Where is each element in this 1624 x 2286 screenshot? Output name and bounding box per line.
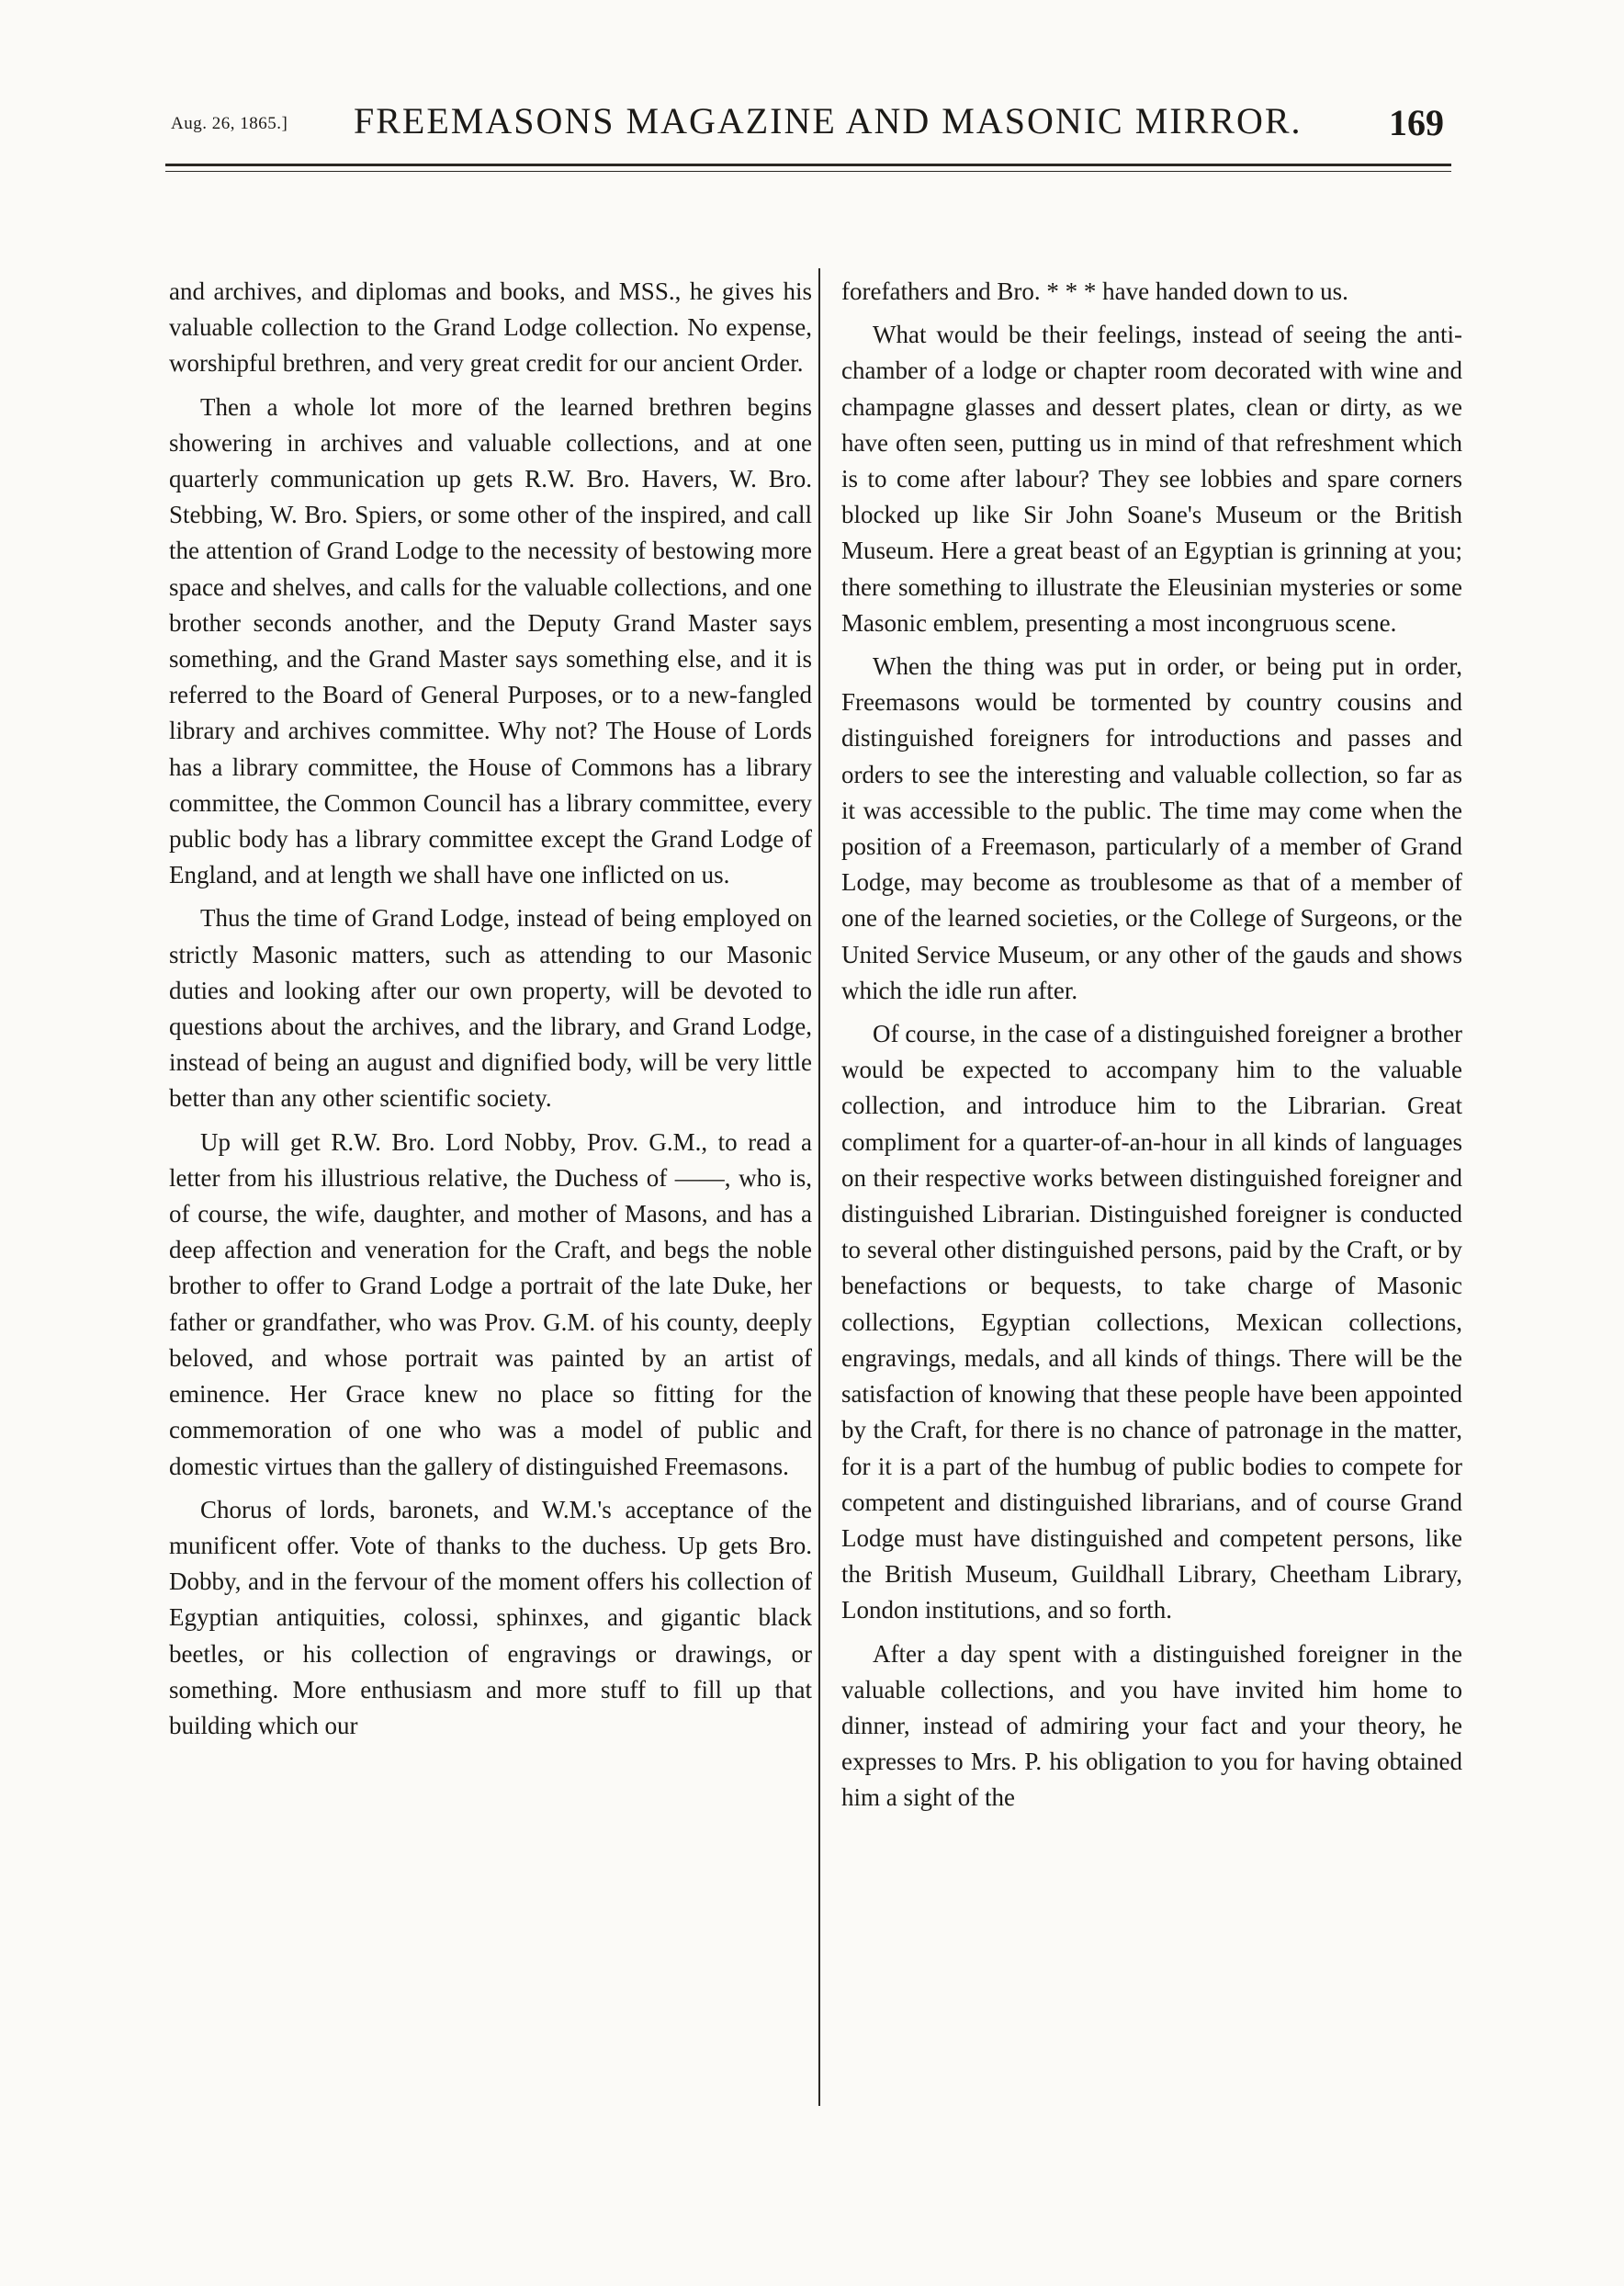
paragraph: Of course, in the case of a distinguished foreigner a brother would be expected to accompany him to the valuable collection, and introduce him to the Librarian. Great compliment for a quarter-of-an-hour in all kinds of languages on their respective works between distinguished foreigner and distinguished Librarian. Distinguished foreigner is conducted to several other distinguished persons, paid by the Craft, or by benefactions or bequests, to take charge of Masonic collections, Egyptian collections, Mexican collections, engravings, medals, and all kinds of things. There will be the satisfaction of knowing that these people have been appointed by the Craft, for there is no chance of patronage in the matter, for it is a part of the humbug of public bodies to compete for competent and distinguished librarians, and of course Grand Lodge must have distinguished and competent persons, like the British Museum, Guildhall Library, Cheetham Library, London institutions, and so forth. [841,1020,1462,1624]
paragraph: After a day spent with a distinguished foreigner in the valuable collections, and you have invited him home to dinner, instead of admiring your fact and your theory, he expresses to Mrs. P. his obligation to you for having obtained him a sight of the [841,1639,1462,1812]
paragraph: Then a whole lot more of the learned brethren begins showering in archives and valuable collections, and at one quarterly communication up gets R.W. Bro. Havers, W. Bro. Stebbing, W. Bro. Spiers, or some other of the inspired, and call the attention of Grand Lodge to the necessity of bestowing more space and shelves, and calls for the valuable collections, and one brother seconds another, and the Deputy Grand Master says something, and the Grand Master says something else, and it is referred to the Board of General Purposes, or to a new-fangled library and archives committee. Why not? The House of Lords has a library committee, the House of Commons has a library committee, the Common Council has a library committee, every public body has a library committee except the Grand Lodge of England, and at length we shall have one inflicted on us. [169,392,812,889]
column-divider [818,268,820,2106]
paragraph: What would be their feelings, instead of seeing the anti-chamber of a lodge or chapter room decorated with wine and champagne glasses and dessert plates, clean or dirty, as we have often seen, putting us in mind of that refreshment which is to come after labour? They see lobbies and spare corners blocked up like Sir John Soane's Museum or the British Museum. Here a great beast of an Egyptian is grinning at you; there something to illustrate the Eleusinian mysteries or some Masonic emblem, presenting a most incongruous scene. [841,321,1462,637]
left-column [169,274,812,1751]
page-number: 169 [1389,102,1444,143]
header-rule-thick [165,164,1451,166]
right-column [841,274,1462,1824]
magazine-title: FREEMASONS MAGAZINE AND MASONIC MIRROR. [354,100,1303,141]
header-rule-thin [165,171,1451,172]
paragraph: Chorus of lords, baronets, and W.M.'s acceptance of the munificent offer. Vote of thanks to the duchess. Up gets Bro. Dobby, and in the fervour of the moment offers his collection of Egyptian antiquities, colossi, sphinxes, and gigantic black beetles, or his collection of engravings or drawings, or something. More enthusiasm and more stuff to fill up that building which our [169,1495,812,1739]
page-header [165,92,1451,153]
paragraph: Thus the time of Grand Lodge, instead of being employed on strictly Masonic matters, such as attending to our Masonic duties and looking after our own property, will be devoted to questions about the archives, and the library, and Grand Lodge, instead of being an august and dignified body, will be very little better than any other scientific society. [169,904,812,1113]
paragraph: Up will get R.W. Bro. Lord Nobby, Prov. G.M., to read a letter from his illustrious relative, the Duchess of ——, who is, of course, the wife, daughter, and mother of Masons, and has a deep affection and veneration for the Craft, and begs the noble brother to offer to Grand Lodge a portrait of the late Duke, her father or grandfather, who was Prov. G.M. of his county, deeply beloved, and whose portrait was painted by an artist of eminence. Her Grace knew no place so fitting for the commemoration of one who was a model of public and domestic virtues than the gallery of distinguished Freemasons. [169,1127,812,1480]
paragraph: forefathers and Bro. * * * have handed down to us. [841,277,1348,305]
issue-date: Aug. 26, 1865.] [171,114,288,133]
paragraph: When the thing was put in order, or being put in order, Freemasons would be tormented by country cousins and distinguished foreigners for introductions and passes and orders to see the interesting and valuable collection, so far as it was accessible to the public. The time may come when the position of a Freemason, particularly of a member of Grand Lodge, may become as troublesome as that of a member of one of the learned societies, or the College of Surgeons, or the United Service Museum, or any other of the gauds and shows which the idle run after. [841,652,1462,1004]
paragraph: and archives, and diplomas and books, and MSS., he gives his valuable collection to the Grand Lodge collection. No expense, worshipful brethren, and very great credit for our ancient Order. [169,277,812,378]
